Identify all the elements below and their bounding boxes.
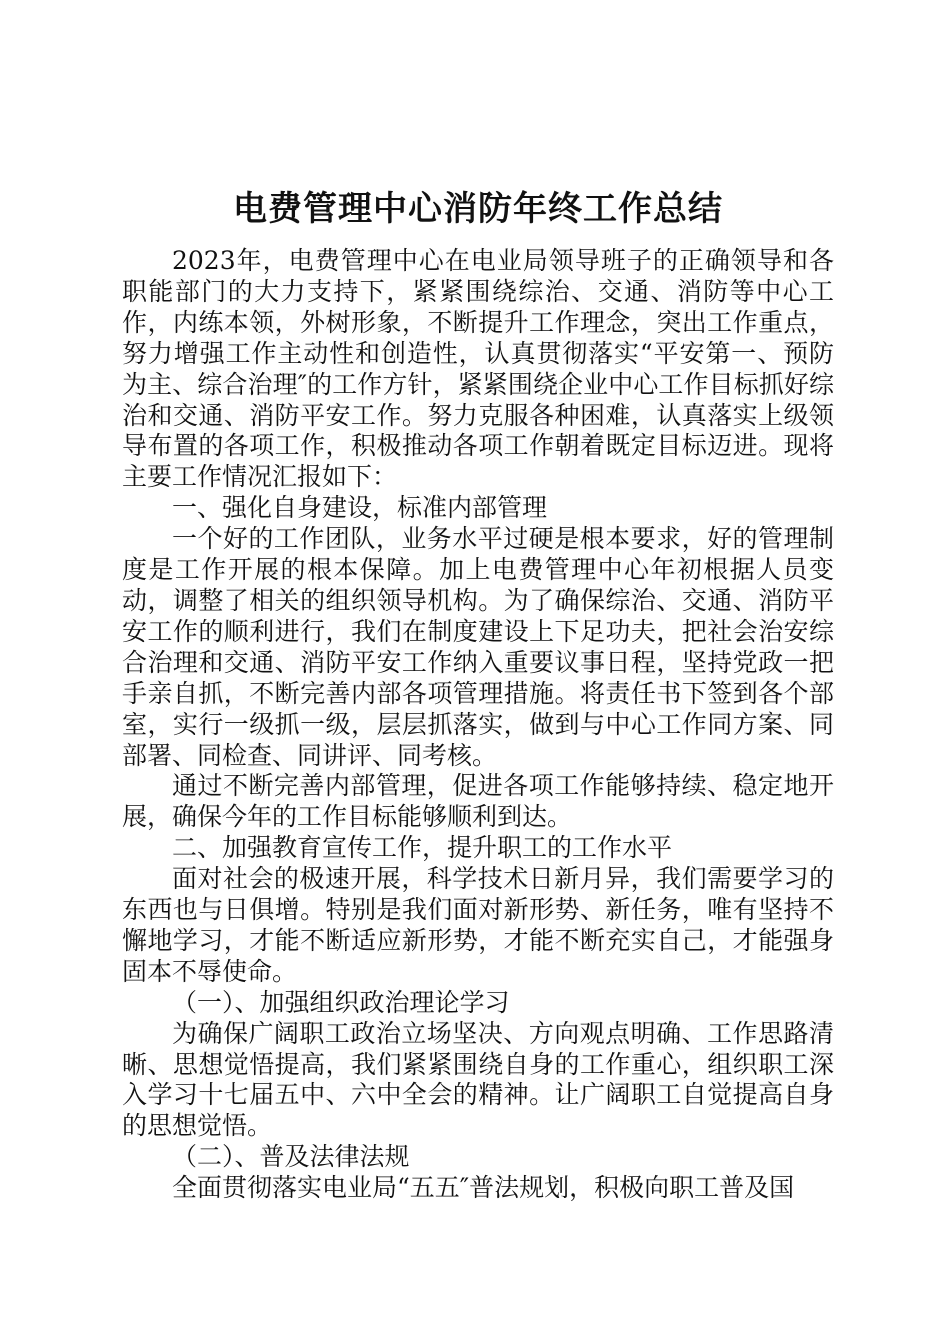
body-paragraph: 面对社会的极速开展，科学技术日新月异，我们需要学习的东西也与日俱增。特别是我们面对新形势、新任务，唯有坚持不懈地学习，才能不断适应新形势，才能不断充实自己，才能强身固本不辱使命。 bbox=[122, 864, 834, 986]
body-paragraph: 为确保广阔职工政治立场坚决、方向观点明确、工作思路清晰、思想觉悟提高，我们紧紧围绕自身的工作重心，组织职工深入学习十七届五中、六中全会的精神。让广阔职工自觉提高自身的思想觉悟。 bbox=[122, 1018, 834, 1141]
body-paragraph: 通过不断完善内部管理，促进各项工作能够持续、稳定地开展，确保今年的工作目标能够顺利到达。 bbox=[122, 771, 834, 832]
document-title: 电费管理中心消防年终工作总结 bbox=[233, 189, 723, 229]
section-heading-2: 二、加强教育宣传工作，提升职工的工作水平 bbox=[172, 833, 673, 863]
section-heading-1: 一、强化自身建设，标准内部管理 bbox=[172, 493, 548, 523]
subsection-heading-2: （二）、普及法律法规 bbox=[172, 1142, 410, 1172]
subsection-heading-1: （一）、加强组织政治理论学习 bbox=[172, 987, 510, 1017]
document-page bbox=[122, 178, 834, 1204]
body-paragraph: 全面贯彻落实电业局“五五″普法规划，积极向职工普及国 bbox=[172, 1173, 795, 1203]
body-paragraph: 一个好的工作团队，业务水平过硬是根本要求，好的管理制度是工作开展的根本保障。加上电费管理中心年初根据人员变动，调整了相关的组织领导机构。为了确保综治、交通、消防平安工作的顺利进行，我们在制度建设上下足功夫，把社会治安综合治理和交通、消防平安工作纳入重要议事日程，坚持党政一把手亲自抓，不断完善内部各项管理措施。将责任书下签到各个部室，实行一级抓一级，层层抓落实，做到与中心工作同方案、同部署、同检查、同讲评、同考核。 bbox=[122, 524, 834, 770]
intro-paragraph: 2023年，电费管理中心在电业局领导班子的正确领导和各职能部门的大力支持下，紧紧围绕综治、交通、消防等中心工作，内练本领，外树形象，不断提升工作理念，突出工作重点，努力增强工作主动性和创造性，认真贯彻落实“平安第一、预防为主、综合治理″的工作方针，紧紧围绕企业中心工作目标抓好综治和交通、消防平安工作。努力克服各种困难，认真落实上级领导布置的各项工作，积极推动各项工作朝着既定目标迈进。现将主要工作情况汇报如下： bbox=[122, 246, 834, 492]
